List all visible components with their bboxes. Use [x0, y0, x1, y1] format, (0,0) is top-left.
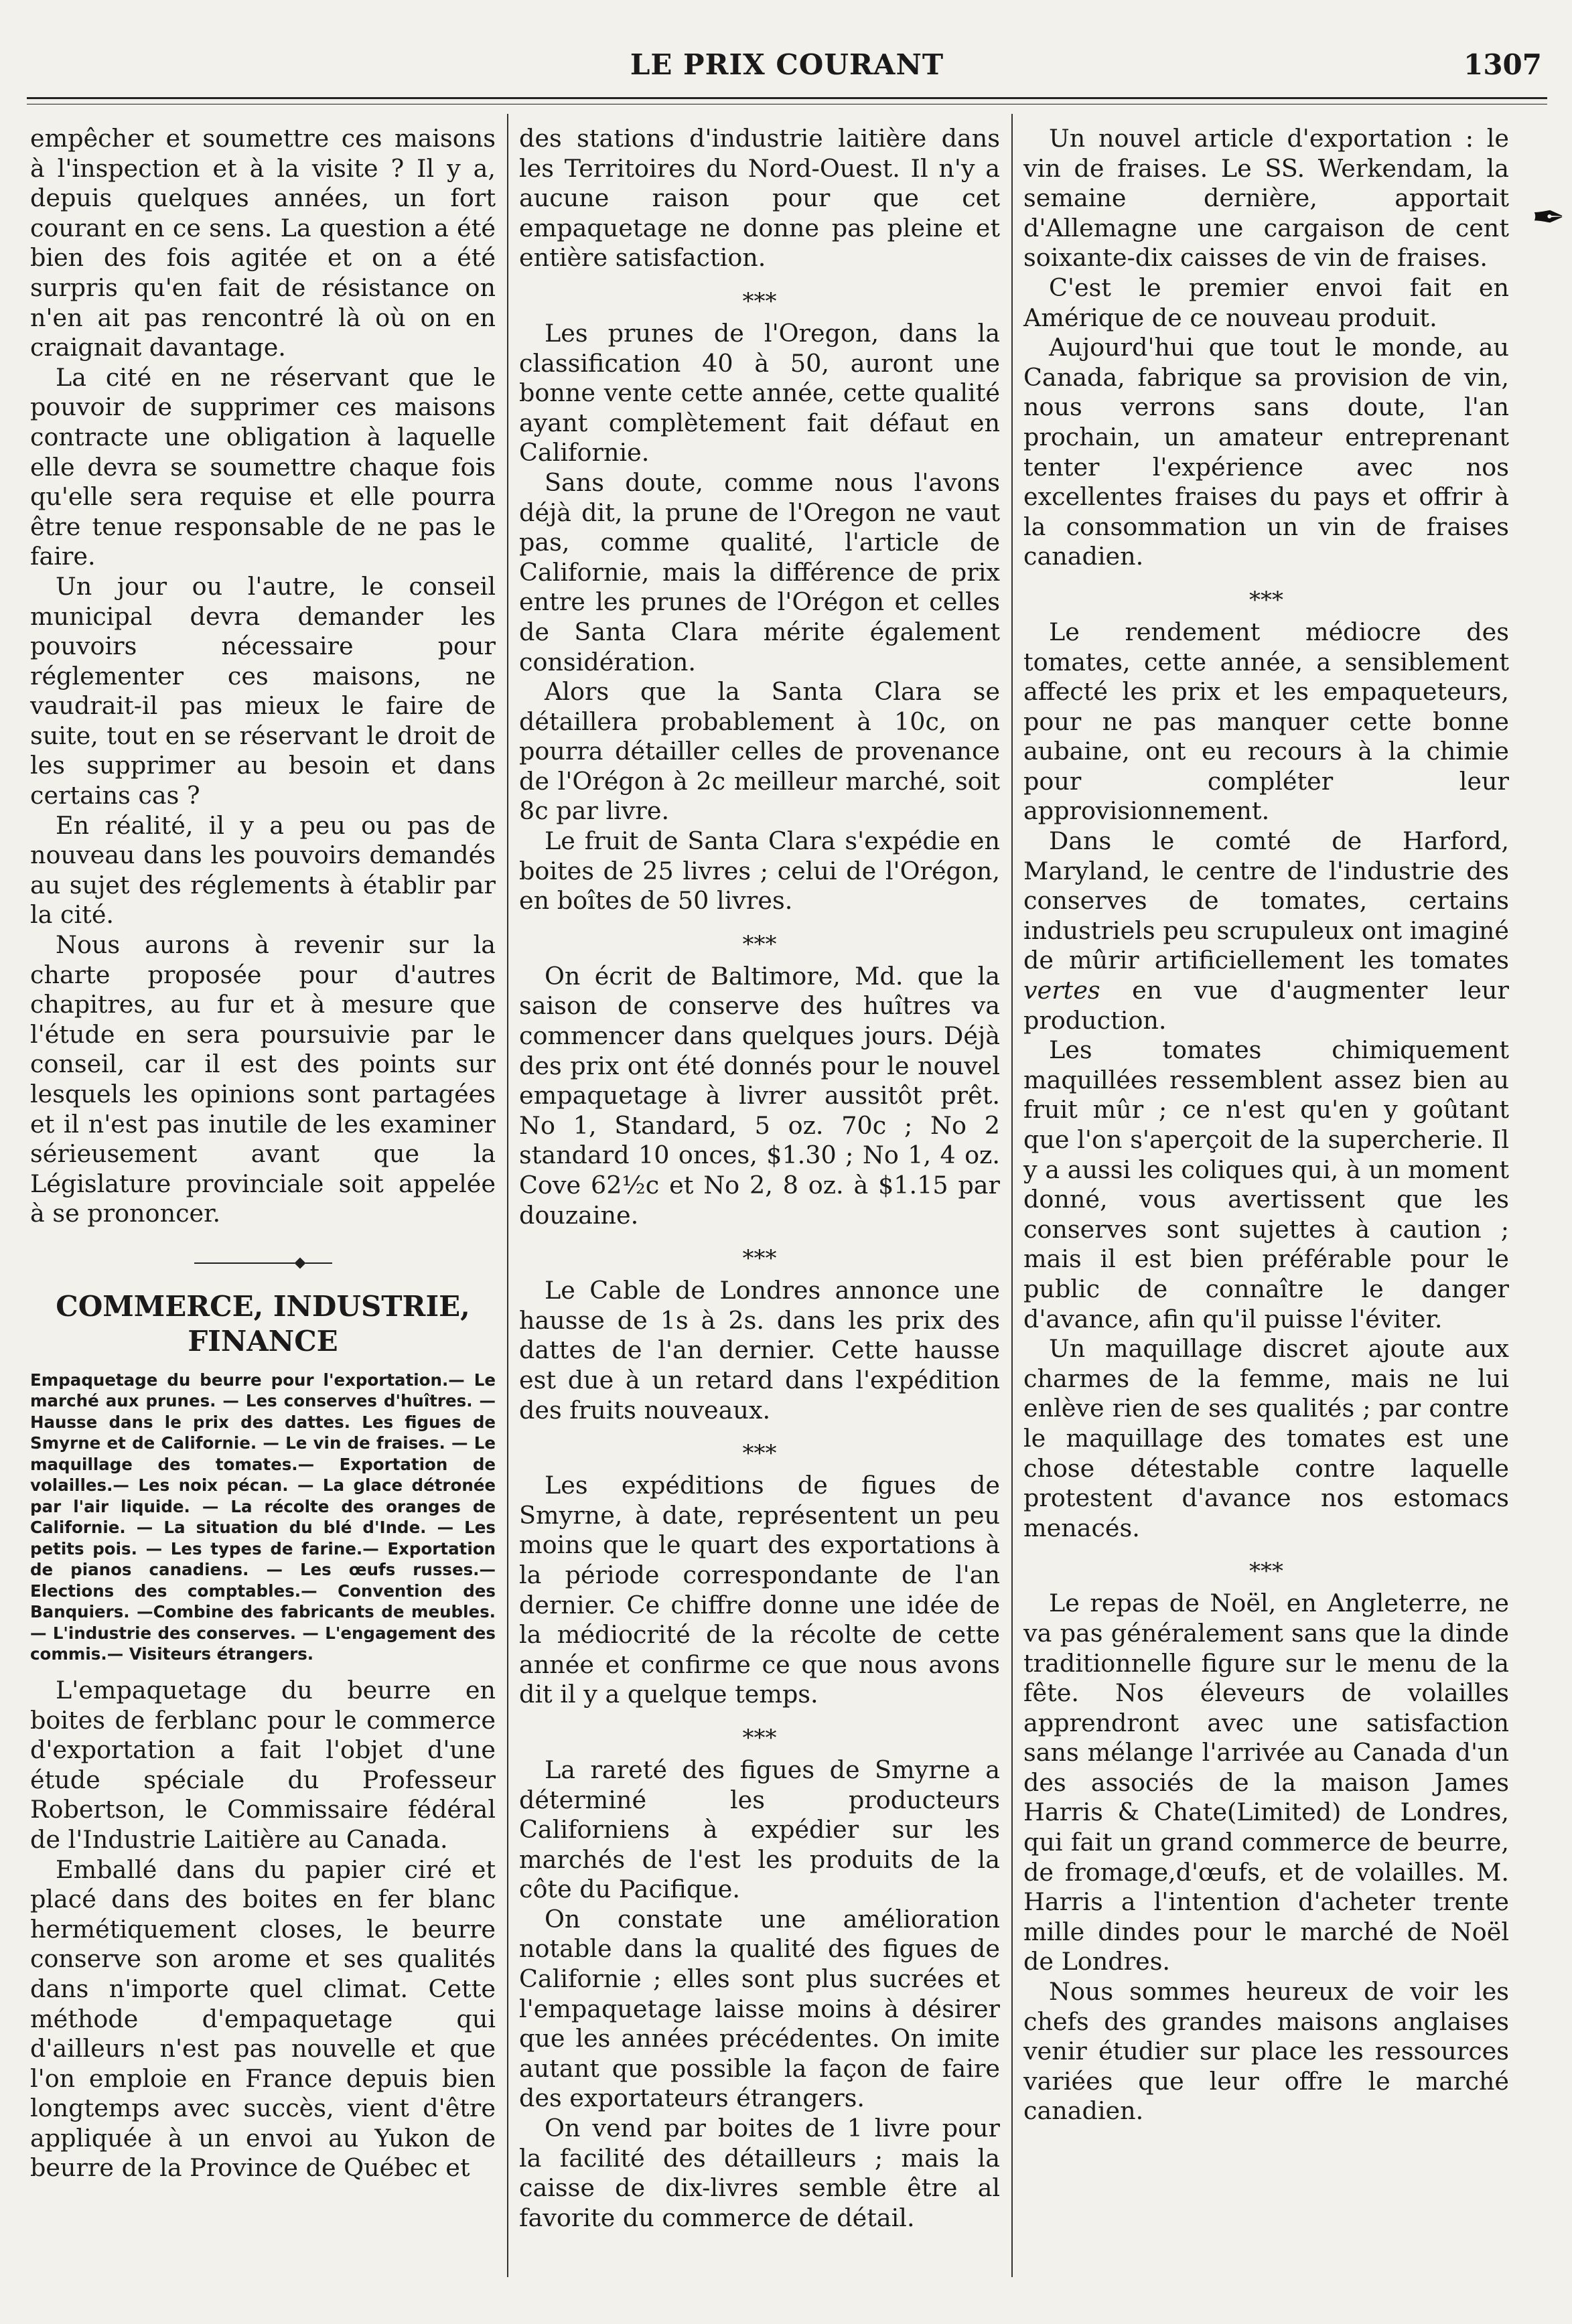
- paragraph: Le Cable de Londres annonce une hausse de 1s à 2s. dans les prix des dattes de l'an dernier. Cette hausse est due à un retard dans l'expédition des fruits nouveaux.: [519, 1276, 1000, 1425]
- asterism: ***: [742, 1245, 777, 1273]
- paragraph: Nous aurons à revenir sur la charte proposée pour d'autres chapitres, au fur et à mesure que l'étude en sera poursuivie par le conseil, car il est des points sur lesquels les opinions sont partagées et il n'est pas inutile de les examiner sérieusement avant que la Législature provinciale soit appelée à se prononcer.: [30, 930, 496, 1228]
- section-summary: Empaquetage du beurre pour l'exportation.— Le marché aux prunes. — Les conserves d'huîtres. — Hausse dans le prix des dattes. Les figues de Smyrne et de Californie. — Le vin de fraises. — Le maquillage des tomates.— Exportation de volailles.— Les noix pécan. — La glace détronée par l'air liquide. — La récolte des oranges de Californie. — La situation du blé d'Inde. — Les petits pois. — Les types de farine.— Exportation de pianos canadiens. — Les œufs russes.—Elections des comptables.— Convention des Banquiers. —Combine des fabricants de meubles. — L'industrie des conserves. — L'engagement des commis.— Visiteurs étrangers.: [30, 1370, 496, 1664]
- paragraph: Nous sommes heureux de voir les chefs des grandes maisons anglaises venir étudier sur place les ressources variées que leur offre le marché canadien.: [1023, 1977, 1509, 2126]
- asterism: ***: [1249, 1558, 1283, 1585]
- paragraph: Un maquillage discret ajoute aux charmes de la femme, mais ne lui enlève rien de ses qualités ; par contre le maquillage des tomates est une chose détestable contre laquelle protestent d'avance nos estomacs menacés.: [1023, 1334, 1509, 1542]
- margin-mark-icon: ✒: [1531, 194, 1565, 241]
- section-title: [30, 1289, 496, 1359]
- asterism: ***: [742, 287, 777, 315]
- paragraph: Le repas de Noël, en Angleterre, ne va pas généralement sans que la dinde traditionnelle figure sur le menu de la fête. Nos éleveurs de volailles apprendront avec une satisfaction sans mélange l'arrivée au Canada d'un des associés de la maison James Harris & Chate(Limited) de Londres, qui fait un grand commerce de beurre, de fromage,d'œufs, et de volailles. M. Harris a l'intention d'acheter trente mille dindes pour le marché de Noël de Londres.: [1023, 1589, 1509, 1976]
- paragraph: Le fruit de Santa Clara s'expédie en boites de 25 livres ; celui de l'Orégon, en boîtes de 50 livres.: [519, 826, 1000, 916]
- paragraph: On constate une amélioration notable dans la qualité des figues de Californie ; elles sont plus sucrées et l'empaquetage laisse moins à désirer que les années précédentes. On imite autant que possible la façon de faire des exportateurs étrangers.: [519, 1904, 1000, 2113]
- paragraph-text: en vue d'augmenter leur production.: [1023, 976, 1509, 1035]
- column-1: [30, 124, 496, 2183]
- paragraph: La cité en ne réservant que le pouvoir de supprimer ces maisons contracte une obligation à laquelle elle devra se soumettre chaque fois qu'elle sera requise et elle pourra être tenue responsable de ne pas le faire.: [30, 362, 496, 571]
- page-header: [27, 40, 1547, 87]
- paragraph: La rareté des figues de Smyrne a déterminé les producteurs Californiens à expédier sur les marchés de l'est les produits de la côte du Pacifique.: [519, 1755, 1000, 1904]
- asterism: ***: [742, 1440, 777, 1467]
- paragraph: On écrit de Baltimore, Md. que la saison de conserve des huîtres va commencer dans quelques jours. Déjà des prix ont été donnés pour le nouvel empaquetage à livrer aussitôt prêt. No 1, Standard, 5 oz. 70c ; No 2 standard 10 onces, $1.30 ; No 1, 4 oz. Cove 62½c et No 2, 8 oz. à $1.15 par douzaine.: [519, 961, 1000, 1230]
- paragraph: [1023, 826, 1509, 1035]
- paragraph: Sans doute, comme nous l'avons déjà dit, la prune de l'Oregon ne vaut pas, comme qualité, l'article de Californie, mais la différence de prix entre les prunes de l'Orégon et celles de Santa Clara mérite également considération.: [519, 467, 1000, 676]
- paragraph: Le rendement médiocre des tomates, cette année, a sensiblement affecté les prix et les empaqueteurs, pour ne pas manquer cette bonne aubaine, ont eu recours à la chimie pour compléter leur approvisionnement.: [1023, 617, 1509, 826]
- paragraph-text: Dans le comté de Harford, Maryland, le centre de l'industrie des conserves de tomates, certains industriels peu scrupuleux ont imaginé de mûrir artificiellement les tomates: [1023, 826, 1509, 975]
- paragraph: Emballé dans du papier ciré et placé dans des boites en fer blanc hermétiquement closes, le beurre conserve son arome et ses qualités dans n'importe quel climat. Cette méthode d'empaquetage qui d'ailleurs n'est pas nouvelle et que l'on emploie en France depuis bien longtemps avec succès, vient d'être appliquée à un envoi au Yukon de beurre de la Province de Québec et: [30, 1855, 496, 2183]
- paragraph: Les tomates chimiquement maquillées ressemblent assez bien au fruit mûr ; ce n'est qu'en y goûtant que l'on s'aperçoit de la supercherie. Il y a aussi les coliques qui, à un moment donné, vous avertissent que les conserves sont sujettes à caution ; mais il est bien préférable pour le public de connaître le danger d'avance, afin qu'il puisse l'éviter.: [1023, 1035, 1509, 1333]
- column-divider-2: [1011, 114, 1013, 2277]
- paragraph: Aujourd'hui que tout le monde, au Canada, fabrique sa provision de vin, nous verrons sans doute, l'an prochain, un amateur entreprenant tenter l'expérience avec nos excellentes fraises du pays et offrir à la consommation un vin de fraises canadien.: [1023, 333, 1509, 571]
- paragraph: On vend par boites de 1 livre pour la facilité des détailleurs ; mais la caisse de dix-livres semble être al favorite du commerce de détail.: [519, 2114, 1000, 2232]
- paragraph: L'empaquetage du beurre en boites de ferblanc pour le commerce d'exportation a fait l'objet d'une étude spéciale du Professeur Robertson, le Commissaire fédéral de l'Industrie Laitière au Canada.: [30, 1675, 496, 1854]
- masthead-title: LE PRIX COURANT: [630, 48, 944, 81]
- paragraph: empêcher et soumettre ces maisons à l'inspection et à la visite ? Il y a, depuis quelques années, un fort courant en ce sens. La question a été bien des fois agitée et on a été surpris qu'en fait de résistance on n'en ait pas rencontré là où on en craignait davantage.: [30, 124, 496, 362]
- paragraph: En réalité, il y a peu ou pas de nouveau dans les pouvoirs demandés au sujet des réglements à établir par la cité.: [30, 810, 496, 930]
- header-rule-thick: [27, 97, 1547, 99]
- paragraph: Un jour ou l'autre, le conseil municipal devra demander les pouvoirs nécessaire pour réglementer ces maisons, ne vaudrait-il pas mieux le faire de suite, tout en se réservant le droit de les supprimer au besoin et dans certains cas ?: [30, 571, 496, 810]
- column-3: [1023, 124, 1509, 2126]
- column-2: [519, 124, 1000, 2233]
- italic-word: vertes: [1023, 976, 1100, 1005]
- paragraph: C'est le premier envoi fait en Amérique de ce nouveau produit.: [1023, 273, 1509, 332]
- page-number: 1307: [1463, 48, 1542, 81]
- paragraph: Un nouvel article d'exportation : le vin de fraises. Le SS. Werkendam, la semaine dernière, apportait d'Allemagne une cargaison de cent soixante-dix caisses de vin de fraises.: [1023, 124, 1509, 273]
- section-ornament: [30, 1256, 496, 1269]
- asterism: ***: [1249, 586, 1283, 613]
- paragraph: Les expéditions de figues de Smyrne, à date, représentent un peu moins que le quart des exportations à la période correspondante de l'an dernier. Ce chiffre donne une idée de la médiocrité de la récolte de cette année et confirme ce que nous avons dit il y a quelque temps.: [519, 1471, 1000, 1709]
- column-divider-1: [507, 114, 508, 2277]
- paragraph: Alors que la Santa Clara se détaillera probablement à 10c, on pourra détailler celles de provenance de l'Orégon à 2c meilleur marché, soit 8c par livre.: [519, 677, 1000, 826]
- section-title-line: FINANCE: [188, 1324, 338, 1358]
- paragraph: des stations d'industrie laitière dans les Territoires du Nord-Ouest. Il n'y a aucune raison pour que cet empaquetage ne donne pas pleine et entière satisfaction.: [519, 124, 1000, 273]
- asterism: ***: [742, 1724, 777, 1751]
- paragraph: Les prunes de l'Oregon, dans la classification 40 à 50, auront une bonne vente cette année, cette qualité ayant complètement fait défaut en Californie.: [519, 318, 1000, 467]
- section-title-line: COMMERCE, INDUSTRIE,: [56, 1289, 470, 1323]
- asterism: ***: [742, 930, 777, 958]
